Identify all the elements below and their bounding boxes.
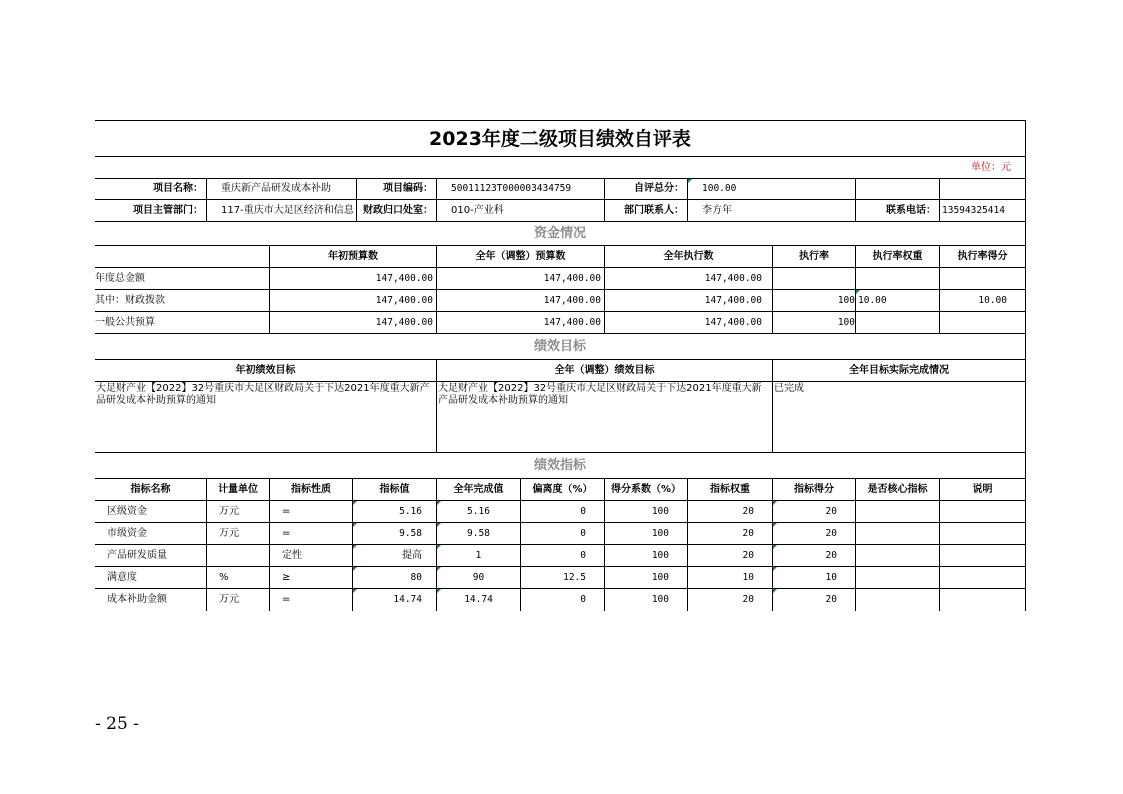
ind-name: 市级资金	[95, 523, 207, 544]
ind-coef: 100	[605, 567, 688, 588]
ind-value: 提高	[353, 545, 437, 566]
score-label: 自评总分：	[605, 179, 688, 199]
evaluation-sheet	[95, 120, 1026, 611]
title-row	[95, 120, 1026, 156]
ind-header-unit: 计量单位	[207, 479, 270, 500]
ind-header-weight: 指标权重	[688, 479, 773, 500]
funds-row-general	[95, 312, 1026, 334]
ind-score: 20	[773, 545, 856, 566]
office-label: 财政归口处室：	[357, 200, 437, 221]
ind-value: 5.16	[353, 501, 437, 522]
funds-header-rate: 执行率	[773, 246, 856, 267]
funds-section-row	[95, 222, 1026, 246]
funds-row-initial: 147,400.00	[270, 268, 437, 289]
unit-label: 单位：元	[95, 156, 1026, 178]
indicator-row	[95, 567, 1026, 589]
info-empty-1	[856, 179, 940, 199]
ind-coef: 100	[605, 589, 688, 611]
phone-value: 13594325414	[940, 200, 1026, 221]
ind-deviation: 0	[521, 523, 605, 544]
funds-header-executed: 全年执行数	[605, 246, 773, 267]
ind-completed: 1	[437, 545, 521, 566]
ind-coef: 100	[605, 545, 688, 566]
ind-unit	[207, 545, 270, 566]
ind-header-coef: 得分系数（%）	[605, 479, 688, 500]
ind-deviation: 0	[521, 545, 605, 566]
funds-row-score	[940, 312, 1026, 333]
funds-row-executed: 147,400.00	[605, 268, 773, 289]
ind-note	[940, 545, 1026, 566]
ind-nature: ≥	[270, 567, 353, 588]
ind-note	[940, 501, 1026, 522]
ind-weight: 20	[688, 523, 773, 544]
ind-weight: 20	[688, 545, 773, 566]
indicators-section-title: 绩效指标	[95, 453, 1026, 478]
goals-content-row	[95, 382, 1026, 453]
project-code-value: 50011123T000003434759	[437, 179, 605, 199]
funds-row-rate	[773, 268, 856, 289]
info-row-1	[95, 178, 1026, 200]
funds-row-initial: 147,400.00	[270, 312, 437, 333]
info-row-2	[95, 200, 1026, 222]
ind-name: 满意度	[95, 567, 207, 588]
funds-row-executed: 147,400.00	[605, 312, 773, 333]
ind-deviation: 0	[521, 589, 605, 611]
indicators-section-row	[95, 453, 1026, 479]
ind-score: 20	[773, 589, 856, 611]
funds-row-adjusted: 147,400.00	[437, 268, 605, 289]
goals-initial-text: 大足财产业【2022】32号重庆市大足区财政局关于下达2021年度重大新产品研发成本补助预算的通知	[95, 382, 437, 452]
funds-header-empty	[95, 246, 270, 267]
funds-row-fiscal	[95, 290, 1026, 312]
ind-header-name: 指标名称	[95, 479, 207, 500]
ind-name: 成本补助金额	[95, 589, 207, 611]
funds-row-executed: 147,400.00	[605, 290, 773, 311]
ind-note	[940, 567, 1026, 588]
ind-core	[856, 567, 940, 588]
ind-value: 9.58	[353, 523, 437, 544]
funds-header-weight: 执行率权重	[856, 246, 940, 267]
funds-header-score: 执行率得分	[940, 246, 1026, 267]
indicator-row	[95, 545, 1026, 567]
indicator-row	[95, 523, 1026, 545]
ind-score: 20	[773, 523, 856, 544]
goals-header-actual: 全年目标实际完成情况	[773, 360, 1026, 381]
goals-header-initial: 年初绩效目标	[95, 360, 437, 381]
ind-name: 产品研发质量	[95, 545, 207, 566]
funds-row-adjusted: 147,400.00	[437, 290, 605, 311]
ind-nature: =	[270, 501, 353, 522]
project-name-value: 重庆新产品研发成本补助	[207, 179, 357, 199]
funds-row-score	[940, 268, 1026, 289]
ind-deviation: 0	[521, 501, 605, 522]
ind-coef: 100	[605, 523, 688, 544]
ind-nature: 定性	[270, 545, 353, 566]
ind-core	[856, 523, 940, 544]
ind-core	[856, 501, 940, 522]
phone-label: 联系电话：	[856, 200, 940, 221]
ind-header-deviation: 偏离度（%）	[521, 479, 605, 500]
ind-score: 20	[773, 501, 856, 522]
ind-coef: 100	[605, 501, 688, 522]
score-value: 100.00	[688, 179, 856, 199]
funds-row-score: 10.00	[940, 290, 1026, 311]
ind-completed: 5.16	[437, 501, 521, 522]
ind-value: 80	[353, 567, 437, 588]
goals-section-title: 绩效目标	[95, 334, 1026, 359]
page-title: 2023年度二级项目绩效自评表	[95, 121, 1026, 156]
ind-header-value: 指标值	[353, 479, 437, 500]
goals-header-adjusted: 全年（调整）绩效目标	[437, 360, 773, 381]
ind-deviation: 12.5	[521, 567, 605, 588]
funds-header-row	[95, 246, 1026, 268]
ind-completed: 90	[437, 567, 521, 588]
ind-nature: =	[270, 523, 353, 544]
funds-row-initial: 147,400.00	[270, 290, 437, 311]
office-value: 010-产业科	[437, 200, 605, 221]
funds-row-rate: 100	[773, 312, 856, 333]
ind-name: 区级资金	[95, 501, 207, 522]
ind-unit: 万元	[207, 501, 270, 522]
ind-unit: %	[207, 567, 270, 588]
dept-label: 项目主管部门：	[95, 200, 207, 221]
goals-header-row	[95, 360, 1026, 382]
ind-unit: 万元	[207, 589, 270, 611]
funds-row-weight	[856, 268, 940, 289]
ind-header-score: 指标得分	[773, 479, 856, 500]
ind-header-note: 说明	[940, 479, 1026, 500]
ind-completed: 14.74	[437, 589, 521, 611]
funds-row-label: 年度总金额	[95, 268, 270, 289]
funds-row-rate: 100	[773, 290, 856, 311]
project-code-label: 项目编码：	[357, 179, 437, 199]
ind-value: 14.74	[353, 589, 437, 611]
funds-row-weight: 10.00	[856, 290, 940, 311]
ind-note	[940, 589, 1026, 611]
funds-section-title: 资金情况	[95, 222, 1026, 245]
ind-core	[856, 589, 940, 611]
ind-nature: =	[270, 589, 353, 611]
ind-header-core: 是否核心指标	[856, 479, 940, 500]
funds-row-weight	[856, 312, 940, 333]
ind-header-completed: 全年完成值	[437, 479, 521, 500]
indicator-row	[95, 589, 1026, 611]
indicator-row	[95, 501, 1026, 523]
ind-weight: 10	[688, 567, 773, 588]
ind-completed: 9.58	[437, 523, 521, 544]
info-empty-2	[940, 179, 1026, 199]
ind-score: 10	[773, 567, 856, 588]
project-name-label: 项目名称：	[95, 179, 207, 199]
contact-label: 部门联系人：	[605, 200, 688, 221]
funds-row-total	[95, 268, 1026, 290]
contact-value: 李方年	[688, 200, 856, 221]
dept-value: 117-重庆市大足区经济和信息	[207, 200, 357, 221]
funds-row-label: 其中：财政拨款	[95, 290, 270, 311]
ind-core	[856, 545, 940, 566]
ind-unit: 万元	[207, 523, 270, 544]
page-number: - 25 -	[95, 714, 139, 734]
funds-row-adjusted: 147,400.00	[437, 312, 605, 333]
ind-note	[940, 523, 1026, 544]
goals-section-row	[95, 334, 1026, 360]
indicators-header-row	[95, 479, 1026, 501]
goals-adjusted-text: 大足财产业【2022】32号重庆市大足区财政局关于下达2021年度重大新产品研发成本补助预算的通知	[437, 382, 773, 452]
ind-header-nature: 指标性质	[270, 479, 353, 500]
ind-weight: 20	[688, 589, 773, 611]
goals-actual-text: 已完成	[773, 382, 1026, 452]
funds-header-adjusted: 全年（调整）预算数	[437, 246, 605, 267]
funds-header-initial: 年初预算数	[270, 246, 437, 267]
funds-row-label: 一般公共预算	[95, 312, 270, 333]
ind-weight: 20	[688, 501, 773, 522]
unit-row	[95, 156, 1026, 178]
